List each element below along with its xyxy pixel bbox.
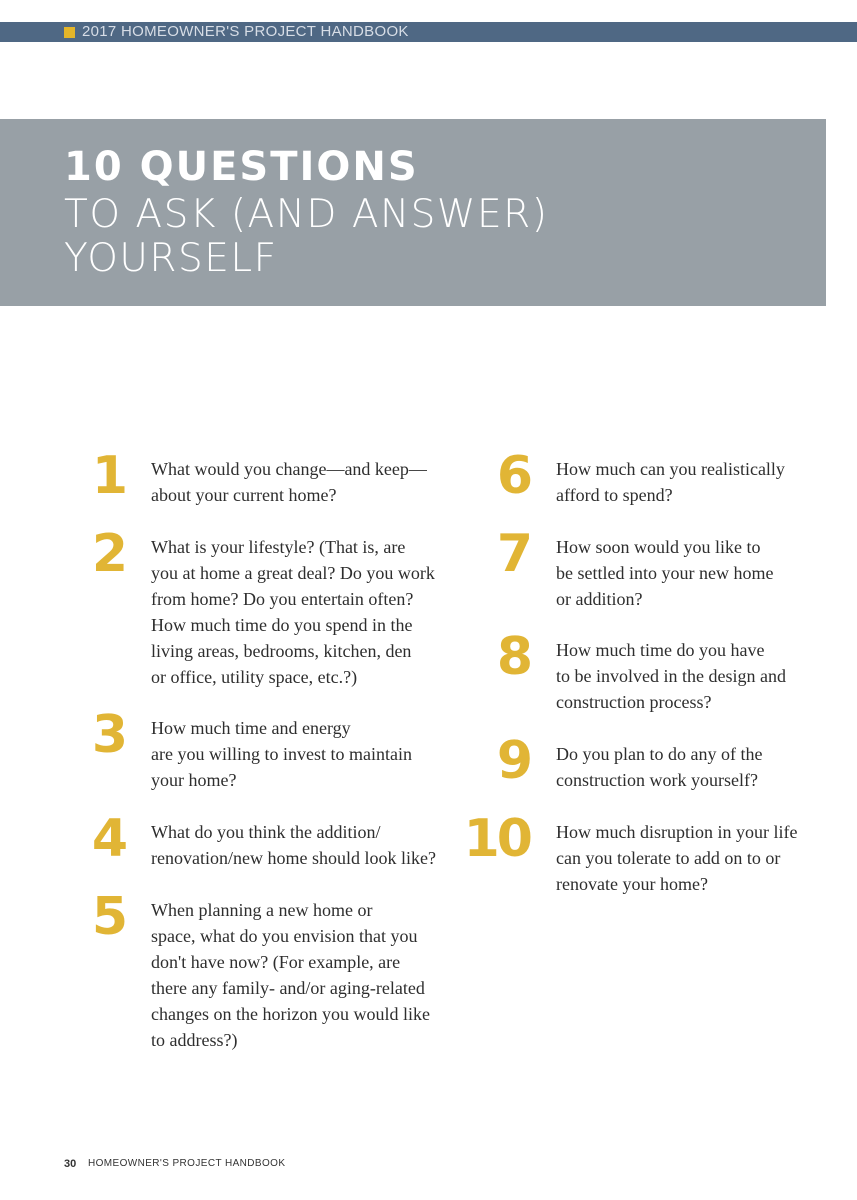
question-line: construction process? bbox=[556, 692, 712, 712]
question-text bbox=[151, 534, 435, 690]
question-number: 6 bbox=[496, 446, 530, 506]
header-square-marker bbox=[64, 27, 75, 38]
question-number: 7 bbox=[496, 524, 530, 584]
question-number: 8 bbox=[496, 627, 530, 687]
question-line: How soon would you like to bbox=[556, 537, 761, 557]
question-line: there any family- and/or aging-related bbox=[151, 978, 425, 998]
question-text bbox=[151, 819, 436, 871]
question-line: space, what do you envision that you bbox=[151, 926, 418, 946]
question-text bbox=[556, 819, 797, 897]
question-text bbox=[151, 897, 430, 1053]
question-text bbox=[556, 741, 762, 793]
question-line: construction work yourself? bbox=[556, 770, 758, 790]
question-line: What would you change—and keep— bbox=[151, 459, 427, 479]
question-line: your home? bbox=[151, 770, 237, 790]
question-text bbox=[151, 715, 412, 793]
question-line: are you willing to invest to maintain bbox=[151, 744, 412, 764]
question-line: What is your lifestyle? (That is, are bbox=[151, 537, 406, 557]
question-line: from home? Do you entertain often? bbox=[151, 589, 414, 609]
page-number: 30 bbox=[64, 1158, 77, 1170]
footer-title: HOMEOWNER'S PROJECT HANDBOOK bbox=[88, 1158, 286, 1169]
running-title: 2017 HOMEOWNER'S PROJECT HANDBOOK bbox=[82, 23, 409, 40]
question-line: about your current home? bbox=[151, 485, 337, 505]
question-number: 2 bbox=[91, 524, 125, 584]
page-title-line-2: TO ASK (AND ANSWER) bbox=[64, 192, 549, 237]
question-number: 4 bbox=[91, 809, 125, 869]
page-title-line-3: YOURSELF bbox=[64, 236, 278, 281]
question-line: When planning a new home or bbox=[151, 900, 373, 920]
question-line: What do you think the addition/ bbox=[151, 822, 381, 842]
question-line: afford to spend? bbox=[556, 485, 673, 505]
question-line: How much time do you have bbox=[556, 640, 765, 660]
question-line: or addition? bbox=[556, 589, 643, 609]
question-8 bbox=[496, 627, 786, 715]
question-number: 9 bbox=[496, 731, 530, 791]
question-number: 5 bbox=[91, 887, 125, 947]
question-line: changes on the horizon you would like bbox=[151, 1004, 430, 1024]
question-number: 10 bbox=[463, 809, 530, 869]
question-line: How much time and energy bbox=[151, 718, 351, 738]
question-line: How much time do you spend in the bbox=[151, 615, 413, 635]
question-number: 3 bbox=[91, 705, 125, 765]
question-line: to be involved in the design and bbox=[556, 666, 786, 686]
question-line: or office, utility space, etc.?) bbox=[151, 667, 358, 687]
question-10 bbox=[463, 809, 798, 897]
question-text bbox=[556, 637, 786, 715]
question-line: be settled into your new home bbox=[556, 563, 774, 583]
question-line: How much can you realistically bbox=[556, 459, 785, 479]
question-line: renovation/new home should look like? bbox=[151, 848, 436, 868]
question-line: you at home a great deal? Do you work bbox=[151, 563, 435, 583]
question-line: can you tolerate to add on to or bbox=[556, 848, 781, 868]
question-text bbox=[151, 456, 427, 508]
question-text bbox=[556, 534, 773, 612]
question-4 bbox=[91, 809, 436, 871]
question-2 bbox=[91, 524, 435, 690]
question-line: Do you plan to do any of the bbox=[556, 744, 763, 764]
question-5 bbox=[91, 887, 430, 1053]
question-line: living areas, bedrooms, kitchen, den bbox=[151, 641, 412, 661]
question-line: renovate your home? bbox=[556, 874, 708, 894]
question-3 bbox=[91, 705, 412, 793]
question-7 bbox=[496, 524, 774, 612]
question-line: don't have now? (For example, are bbox=[151, 952, 401, 972]
question-line: to address?) bbox=[151, 1030, 238, 1050]
question-1 bbox=[91, 446, 427, 508]
question-6 bbox=[496, 446, 785, 508]
question-number: 1 bbox=[91, 446, 125, 506]
question-text bbox=[556, 456, 785, 508]
page-title-line-1: 10 QUESTIONS bbox=[64, 144, 419, 190]
header-bar bbox=[0, 22, 857, 42]
question-line: How much disruption in your life bbox=[556, 822, 798, 842]
question-9 bbox=[496, 731, 763, 793]
